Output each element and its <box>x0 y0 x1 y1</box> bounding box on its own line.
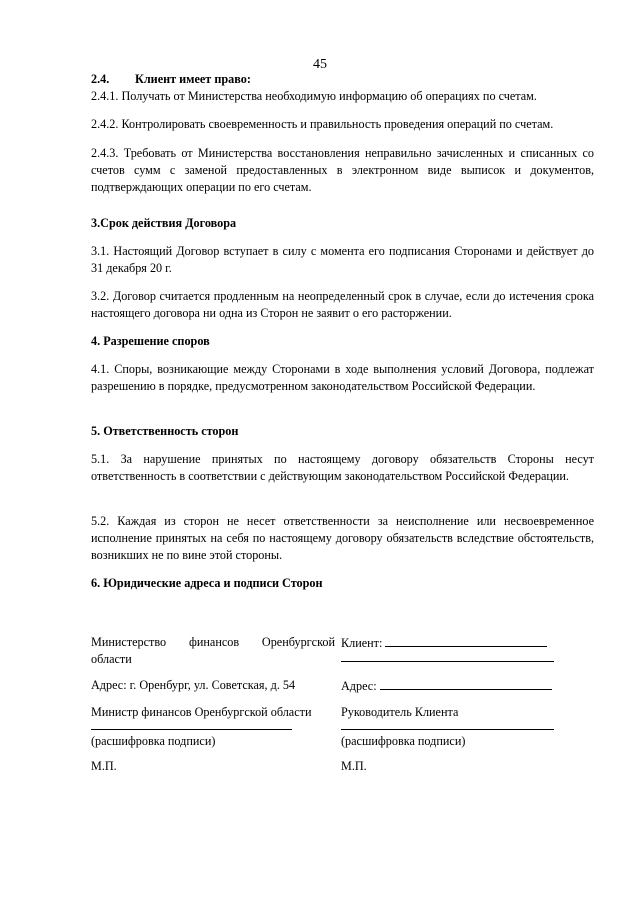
section-2-4-heading <box>91 71 594 88</box>
section-4-heading: 4. Разрешение споров <box>91 334 210 348</box>
right-client-line-2 <box>341 661 554 662</box>
paragraph-3-1: 3.1. Настоящий Договор вступает в силу с момента его подписания Сторонами и действует до 31 декабря 20 г. <box>91 244 594 275</box>
right-signature-line <box>341 729 554 730</box>
section-5-heading: 5. Ответственность сторон <box>91 424 239 438</box>
right-client-row <box>341 634 557 652</box>
section-6-heading: 6. Юридические адреса и подписи Сторон <box>91 576 323 590</box>
section-2-4-title: Клиент имеет право: <box>135 72 251 86</box>
left-signature-line <box>91 729 292 730</box>
right-client-line <box>385 634 547 647</box>
paragraph-2-4-2: 2.4.2. Контролировать своевременность и правильность проведения операций по счетам. <box>91 117 554 131</box>
section-2-4-number: 2.4. <box>91 72 110 86</box>
right-address-row <box>341 677 557 695</box>
paragraph-5-1: 5.1. За нарушение принятых по настоящему договору обязательств Стороны несут ответственность в соответствии с действующим законодательством Российской Федерации. <box>91 452 594 483</box>
left-signatory: Министр финансов Оренбургской области <box>91 705 312 719</box>
right-client-label: Клиент: <box>341 636 383 650</box>
paragraph-4-1: 4.1. Споры, возникающие между Сторонами в ходе выполнения условий Договора, подлежат разрешению в порядке, предусмотренном законодательством Российской Федерации. <box>91 362 594 393</box>
left-party-name: Министерство финансов Оренбургской области <box>91 635 335 666</box>
left-party-address: Адрес: г. Оренбург, ул. Советская, д. 54 <box>91 678 296 692</box>
left-signature-decode: (расшифровка подписи) <box>91 734 216 748</box>
paragraph-2-4-3: 2.4.3. Требовать от Министерства восстановления неправильно зачисленных и списанных со счетов сумм с заменой предоставленных в электронном виде выписок и документов, подтверждающих операции по его счетам. <box>91 146 594 194</box>
paragraph-2-4-1: 2.4.1. Получать от Министерства необходимую информацию об операциях по счетам. <box>91 89 537 103</box>
right-stamp: М.П. <box>341 759 367 773</box>
left-stamp: М.П. <box>91 759 117 773</box>
paragraph-5-2: 5.2. Каждая из сторон не несет ответственности за неисполнение или несвоевременное исполнение принятых на себя по настоящему договору обязательств вследствие обстоятельств, возникших не по вине этой стороны. <box>91 514 594 562</box>
page-number: 45 <box>313 57 327 72</box>
section-3-heading: 3.Срок действия Договора <box>91 216 237 230</box>
right-signature-decode: (расшифровка подписи) <box>341 734 466 748</box>
right-address-line <box>380 677 552 690</box>
paragraph-3-2: 3.2. Договор считается продленным на неопределенный срок в случае, если до истечения срока настоящего договора ни одна из Сторон не заявит о его расторжении. <box>91 289 594 320</box>
right-address-label: Адрес: <box>341 679 377 693</box>
right-signatory: Руководитель Клиента <box>341 705 459 719</box>
